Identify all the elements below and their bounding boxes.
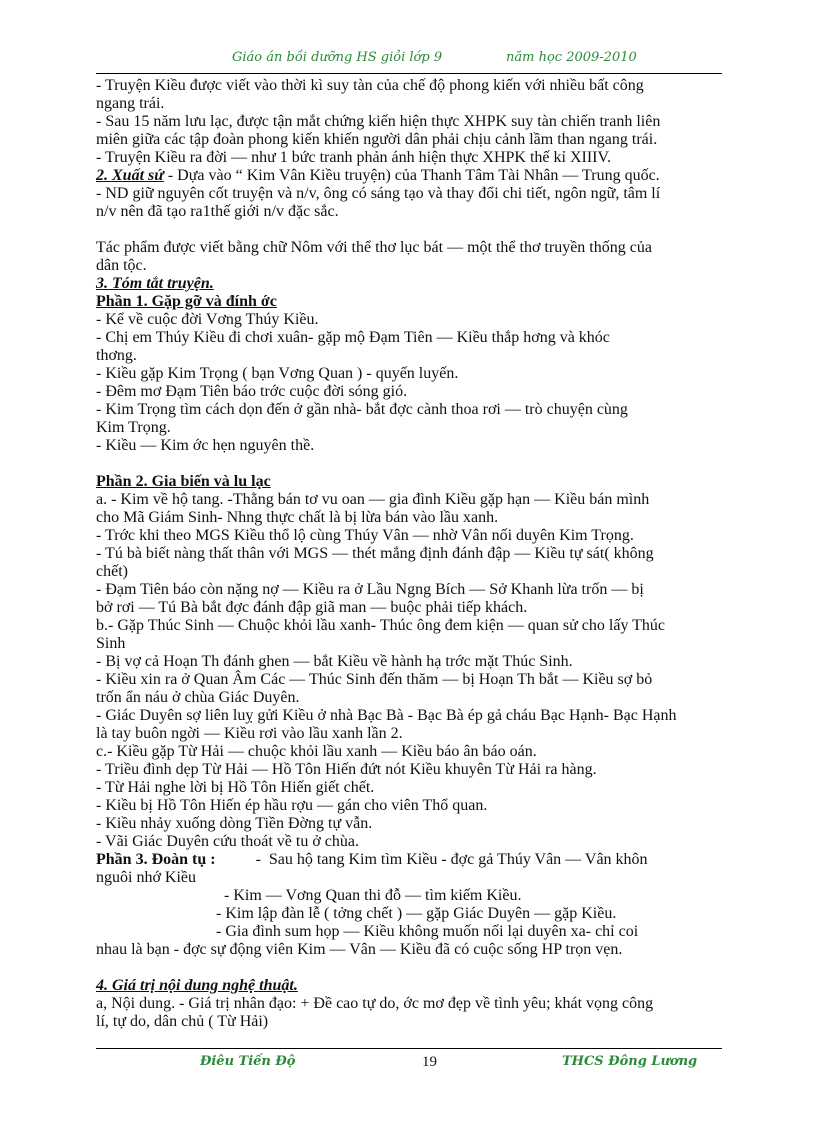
text-line: - Sau 15 năm lưu lạc, được tận mắt chứng kiến hiện thực XHPK suy tàn chiến tranh liên <box>96 113 661 130</box>
header-left: Giáo án bồi dưỡng HS giỏi lớp 9 <box>232 50 443 65</box>
text-line: thơng. <box>96 347 137 364</box>
text-line: b.- Gặp Thúc Sinh — Chuộc khỏi lầu xanh- Thúc ông đem kiện — quan sử cho lấy Thúc <box>96 617 666 634</box>
text-line: trốn ẩn náu ở chùa Giác Duyên. <box>96 689 300 706</box>
text-line: - Kiều bị Hồ Tôn Hiến ép hầu rợu — gán cho viên Thổ quan. <box>96 797 488 814</box>
part-heading: Phần 2. Gia biến và lu lạc <box>96 473 271 490</box>
text-line: Sinh <box>96 635 126 652</box>
part-heading: Phần 1. Gặp gỡ và đính ớc <box>96 293 277 310</box>
text-line: - Kiều gặp Kim Trọng ( bạn Vơng Quan ) - quyến luyến. <box>96 365 459 382</box>
text-line: - Giác Duyên sợ liên luỵ gửi Kiều ở nhà Bạc Bà - Bạc Bà ép gả cháu Bạc Hạnh- Bạc Hạnh <box>96 707 677 724</box>
text-line: - Từ Hải nghe lời bị Hồ Tôn Hiến giết chết. <box>96 779 375 796</box>
section-heading: 4. Giá trị nội dung nghệ thuật. <box>96 977 298 994</box>
text-line: a, Nội dung. - Giá trị nhân đạo: + Đề cao tự do, ớc mơ đẹp về tình yêu; khát vọng công <box>96 995 654 1012</box>
part-heading: Phần 3. Đoàn tụ : <box>96 851 216 868</box>
text-line: - Kiều nhảy xuống dòng Tiền Đờng tự vẫn. <box>96 815 373 832</box>
text-line: - Gia đình sum họp — Kiều không muốn nối lại duyên xa- chỉ coi <box>96 923 639 940</box>
text-line: - Kiều xin ra ở Quan Âm Các — Thúc Sinh đến thăm — bị Hoạn Th bắt — Kiều sợ bỏ <box>96 671 653 688</box>
spacer <box>96 959 776 977</box>
text-span: - Dựa vào “ Kim Vân Kiều truyện) của Thanh Tâm Tài Nhân — Trung quốc. <box>163 167 660 184</box>
section-2-line <box>96 167 776 185</box>
text-line: là tay buôn ngời — Kiều rơi vào lầu xanh lần 2. <box>96 725 403 742</box>
text-line: - ND giữ nguyên cốt truyện và n/v, ông có sáng tạo và thay đổi chi tiết, ngôn ngữ, tâm lí <box>96 185 661 202</box>
text-line: - Kể về cuộc đời Vơng Thúy Kiều. <box>96 311 319 328</box>
footer-school: THCS Đông Lương <box>562 1054 698 1069</box>
text-line: ngang trái. <box>96 95 165 112</box>
text-line: nguôi nhớ Kiều <box>96 869 197 886</box>
text-line: miên giữa các tập đoàn phong kiến khiến người dân phải chịu cảnh lầm than ngang trái. <box>96 131 658 148</box>
text-line: - Tú bà biết nàng thất thân với MGS — thét mắng định đánh đập — Kiều tự sát( không <box>96 545 654 562</box>
text-line: bở rơi — Tú Bà bắt đợc đánh đập giã man — buộc phải tiếp khách. <box>96 599 528 616</box>
spacer <box>96 221 776 239</box>
text-line: - Truyện Kiều được viết vào thời kì suy tàn của chế độ phong kiến với nhiều bất công <box>96 77 644 94</box>
text-line: - Đêm mơ Đạm Tiên báo trớc cuộc đời sóng gió. <box>96 383 408 400</box>
text-line: - Triều đình dẹp Từ Hải — Hồ Tôn Hiến đứt nót Kiều khuyên Từ Hải ra hàng. <box>96 761 597 778</box>
text-line: - Kiều — Kim ớc hẹn nguyên thề. <box>96 437 315 454</box>
text-line: - Bị vợ cả Hoạn Th đánh ghen — bắt Kiều về hành hạ trớc mặt Thúc Sinh. <box>96 653 573 670</box>
text-line: - Kim lập đàn lễ ( tởng chết ) — gặp Giác Duyên — gặp Kiều. <box>96 905 617 922</box>
text-line: lí, tự do, dân chủ ( Từ Hải) <box>96 1013 269 1030</box>
text-line: Kim Trọng. <box>96 419 171 436</box>
text-line: chết) <box>96 563 128 580</box>
text-line: dân tộc. <box>96 257 147 274</box>
text-line: n/v nên đã tạo ra1thế giới n/v đặc sắc. <box>96 203 339 220</box>
page-number: 19 <box>422 1054 437 1070</box>
text-line: a. - Kim về hộ tang. -Thằng bán tơ vu oan — gia đình Kiều gặp hạn — Kiều bán mình <box>96 491 650 508</box>
header-rule <box>96 73 722 74</box>
text-line: - Truyện Kiều ra đời — như 1 bức tranh phản ánh hiện thực XHPK thế kỉ XIIIV. <box>96 149 611 166</box>
footer-rule <box>96 1048 722 1049</box>
section-heading: 3. Tóm tắt truyện. <box>96 275 214 292</box>
text-line: - Đạm Tiên báo còn nặng nợ — Kiều ra ở Lầu Ngng Bích — Sở Khanh lừa trốn — bị <box>96 581 644 598</box>
text-line: - Trớc khi theo MGS Kiều thổ lộ cùng Thúy Vân — nhờ Vân nối duyên Kim Trọng. <box>96 527 634 544</box>
spacer <box>96 455 776 473</box>
text-line: - Vãi Giác Duyên cứu thoát về tu ở chùa. <box>96 833 359 850</box>
text-line: - Chị em Thúy Kiều đi chơi xuân- gặp mộ Đạm Tiên — Kiều thắp hơng và khóc <box>96 329 610 346</box>
text-line: - Kim Trọng tìm cách dọn đến ở gần nhà- bắt đợc cành thoa rơi — trò chuyện cùng <box>96 401 628 418</box>
text-line: cho Mã Giám Sinh- Nhng thực chất là bị lừa bán vào lầu xanh. <box>96 509 499 526</box>
text-line: c.- Kiều gặp Từ Hải — chuộc khỏi lầu xanh — Kiều báo ân báo oán. <box>96 743 537 760</box>
text-line: - Kim — Vơng Quan thi đỗ — tìm kiếm Kiều. <box>96 887 522 904</box>
page-header <box>96 50 722 74</box>
page-footer <box>96 1054 722 1076</box>
footer-author: Điêu Tiến Độ <box>200 1054 296 1069</box>
header-right: năm học 2009-2010 <box>506 50 637 65</box>
text-line: nhau là bạn - đợc sự động viên Kim — Vân — Kiều đã có cuộc sống HP trọn vẹn. <box>96 941 623 958</box>
text-line: Tác phẩm được viết bằng chữ Nôm với thể thơ lục bát — một thể thơ truyền thống của <box>96 239 652 256</box>
section-heading: 2. Xuất sứ <box>96 167 164 184</box>
part-3-line <box>96 851 776 869</box>
text-span: - Sau hộ tang Kim tìm Kiều - đợc gả Thúy Vân — Vân khôn <box>215 851 648 868</box>
document-body <box>96 77 776 1031</box>
